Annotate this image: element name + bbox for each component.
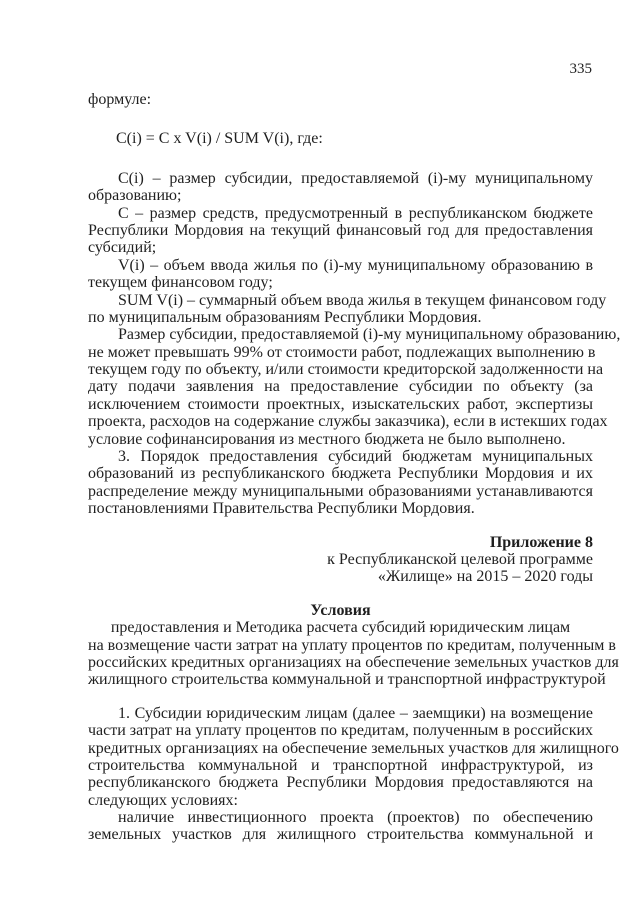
definition-c: C – размер средств, предусмотренный в республиканском бюджете Республики Мордовия на текущий финансовый год для предоставления субсидий; <box>88 204 593 257</box>
document-body <box>88 91 621 844</box>
paragraph-3: 3. Порядок предоставления субсидий бюджетам муниципальных образований из республиканского бюджета Республики Мордовия и их распределение между муниципальными образованиями устанавливаются постановлениями Правительства Республики Мордовия. <box>88 448 593 518</box>
page-number: 335 <box>569 61 592 77</box>
formula: C(i) = C x V(i) / SUM V(i), где: <box>116 130 323 148</box>
definition-vi: V(i) – объем ввода жилья по (i)-му муниципальному образованию в текущем финансовом году; <box>88 256 593 292</box>
paragraph-condition: наличие инвестиционного проекта (проектов) по обеспечению земельных участков для жилищного строительства коммунальной и <box>88 809 593 844</box>
formula-intro: формуле: <box>88 91 152 108</box>
section-subtitle: предоставления и Методика расчета субсидий юридическим лицам на возмещение части затрат на уплату процентов по кредитам, полученным в российских кредитных организациях на обеспечение земельных участков для жилищного строительства коммунальной и транспортной инфраструктурой <box>88 619 619 689</box>
appendix-line-2: «Жилище» на 2015 – 2020 годы <box>377 568 593 586</box>
definition-sum: SUM V(i) – суммарный объем ввода жилья в текущем финансовом году по муниципальным образованиям Республики Мордовия. <box>88 291 607 326</box>
definition-ci: C(i) – размер субсидии, предоставляемой (i)-му муниципальному образованию; <box>88 169 593 205</box>
section-heading: Условия <box>310 601 371 619</box>
appendix-line-1: к Республиканской целевой программе <box>327 550 593 568</box>
appendix-title: Приложение 8 <box>489 533 593 551</box>
paragraph-1: 1. Субсидии юридическим лицам (далее – заемщики) на возмещение части затрат на уплату процентов по кредитам, полученным в российских кредитных организациях на обеспечение земельных участков для жилищного строительства коммунальной и транспортной инфраструктурой, из республиканского бюджета Республики Мордовия предоставляются на следующих условиях: <box>88 704 619 809</box>
paragraph-subsidy-size: Размер субсидии, предоставляемой (i)-му муниципальному образованию, не может превышать 99% от стоимости работ, подлежащих выполнению в текущем году по объекту, и/или стоимости кредиторской задолженности на дату подачи заявления на предоставление субсидии по объекту (за исключением стоимости проектных, изыскательских работ, экспертизы проекта, расходов на содержание службы заказчика), если в истекших годах условие софинансирования из местного бюджета не было выполнено. <box>88 326 621 448</box>
appendix-header <box>88 534 593 586</box>
